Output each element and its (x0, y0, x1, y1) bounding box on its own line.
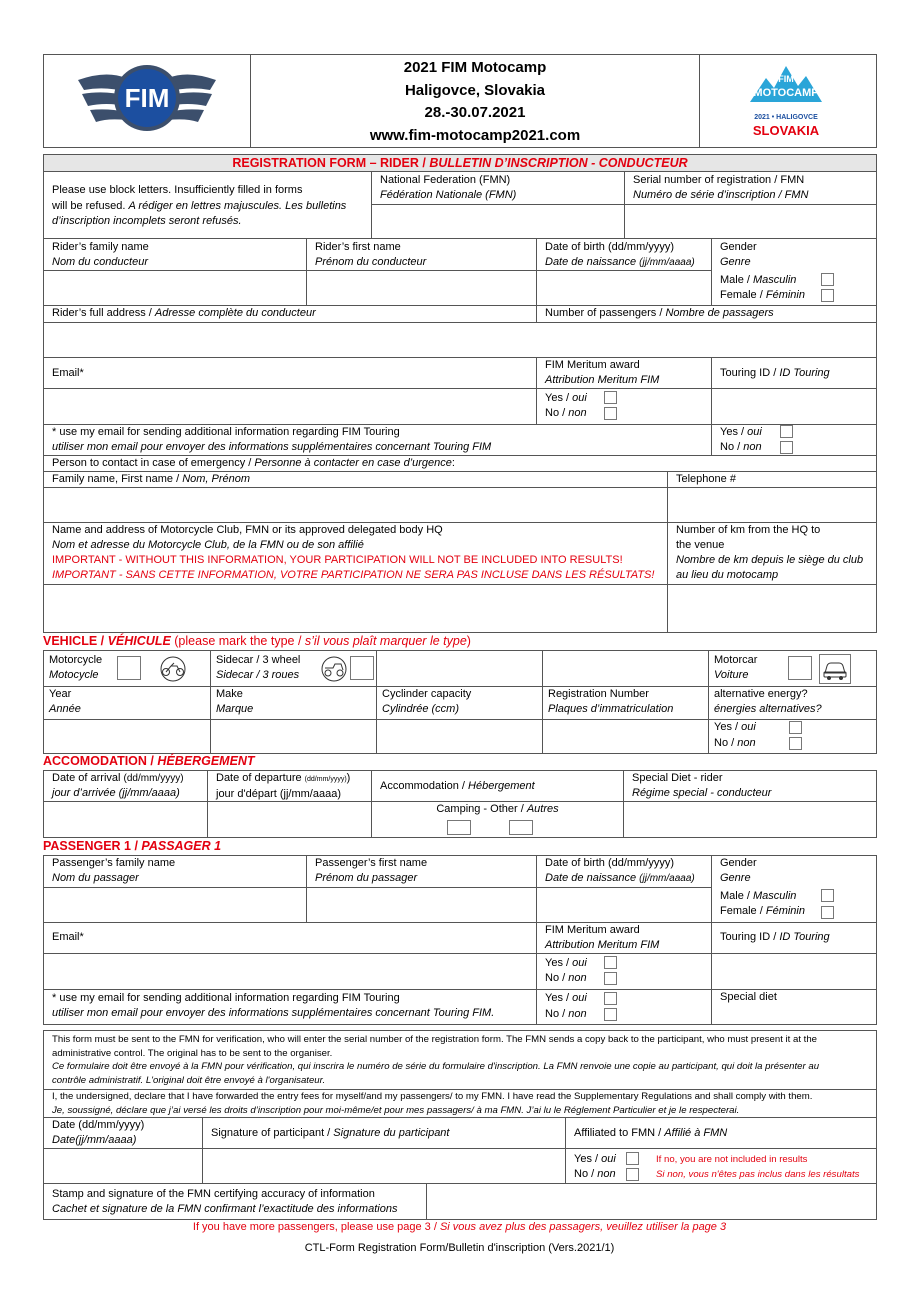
if-no-warning: If no, you are not included in results Si non, vous n'êtes pas inclus dans les résultats (656, 1154, 860, 1180)
year-label: Year Année (49, 688, 81, 715)
svg-text:FIM: FIM (778, 74, 794, 84)
touring-id-label: Touring ID / ID Touring (720, 367, 830, 379)
passenger-meritum-no-checkbox[interactable] (604, 972, 617, 985)
passenger-touring-label: Touring ID / ID Touring (720, 931, 830, 943)
emergency-title: Person to contact in case of emergency / Personne à contacter en case d’urgence: (52, 457, 455, 469)
email-label: Email* (52, 367, 84, 379)
stamp-label: Stamp and signature of the FMN certifying accuracy of information Cachet et signature de la FMN confirmant l’exactitude des informations (52, 1188, 398, 1215)
fim-logo (76, 60, 218, 136)
svg-text:MOTOCAMP: MOTOCAMP (753, 87, 819, 99)
rider-dob-label: Date of birth (dd/mm/yyyy) Date de naissance (jj/mm/aaaa) (545, 241, 695, 268)
passenger-email-label: Email* (52, 931, 84, 943)
rider-family-field[interactable] (44, 271, 306, 305)
alt-yes-checkbox[interactable] (789, 721, 802, 734)
sidecar-label: Sidecar / 3 wheel Sidecar / 3 roues (216, 654, 301, 681)
sidecar-checkbox[interactable] (350, 656, 374, 680)
passenger-meritum-no-label: No / non (545, 972, 587, 984)
affiliated-no-label: No / non (574, 1168, 616, 1180)
more-passengers-note: If you have more passengers, please use page 3 / Si vous avez plus des passagers, veuillez utiliser la page 3 (192, 1221, 727, 1233)
email-field[interactable] (44, 389, 536, 424)
camping-checkbox[interactable] (447, 820, 471, 835)
arrival-label: Date of arrival (dd/mm/yyyy) jour d’arrivée (jj/mm/aaaa) (52, 772, 184, 799)
consent-yes-label: Yes / oui (720, 426, 762, 438)
capacity-label: Cyclinder capacity Cylindrée (ccm) (382, 688, 472, 715)
passenger-consent-text: * use my email for sending additional information regarding FIM Touring utiliser mon email pour envoyer des informations supplémentaires concernant Touring FIM. (52, 992, 495, 1019)
departure-field[interactable] (208, 802, 371, 837)
passenger-touring-field[interactable] (712, 954, 876, 989)
stamp-field[interactable] (427, 1184, 876, 1219)
diet-field[interactable] (624, 802, 876, 837)
passenger-dob-label: Date of birth (dd/mm/yyyy) Date de naissance (jj/mm/aaaa) (545, 857, 695, 884)
make-field[interactable] (211, 720, 376, 753)
alt-energy-label: alternative energy? énergies alternatives? (714, 688, 822, 715)
accom-title: ACCOMODATION / HÉBERGEMENT (43, 754, 255, 768)
passenger-consent-yes-label: Yes / oui (545, 992, 587, 1004)
form-title: REGISTRATION FORM – RIDER / BULLETIN D’INSCRIPTION - CONDUCTEUR (232, 156, 688, 170)
departure-label: Date of departure (dd/mm/yyyy)) jour d'départ (jj/mm/aaaa) (216, 772, 351, 800)
passenger-special-diet-label: Special diet (720, 991, 777, 1003)
event-title: 2021 FIM Motocamp (403, 59, 547, 76)
club-field[interactable] (44, 585, 667, 632)
form-id: CTL-Form Registration Form/Bulletin d'inscription (Vers.2021/1) (304, 1242, 615, 1254)
date-label: Date (dd/mm/yyyy) Date(jj/mm/aaaa) (52, 1119, 145, 1146)
address-field[interactable] (44, 323, 876, 357)
alt-no-label: No / non (714, 737, 756, 749)
accommodation-label: Accommodation / Hébergement (380, 780, 535, 792)
emergency-phone-field[interactable] (668, 488, 876, 522)
event-location: Haligovce, Slovakia (404, 81, 546, 99)
affiliated-yes-checkbox[interactable] (626, 1152, 639, 1165)
event-dates: 28.-30.07.2021 (424, 104, 526, 121)
intro-text: Please use block letters. Insufficiently filled in forms will be refused. A rédiger en lettres majuscules. Les bulletins d’inscription incomplets seront refusés. (52, 184, 347, 227)
capacity-field[interactable] (377, 720, 542, 753)
signature-field[interactable] (203, 1149, 565, 1183)
passenger-meritum-yes-checkbox[interactable] (604, 956, 617, 969)
passenger-consent-no-label: No / non (545, 1008, 587, 1020)
rider-first-label: Rider’s first name Prénom du conducteur (315, 241, 427, 268)
other-checkbox[interactable] (509, 820, 533, 835)
emergency-name-field[interactable] (44, 488, 667, 522)
consent-no-checkbox[interactable] (780, 441, 793, 454)
event-website[interactable]: www.fim-motocamp2021.com (369, 126, 581, 144)
motorcycle-checkbox[interactable] (117, 656, 141, 680)
motorcar-checkbox[interactable] (788, 656, 812, 680)
motocamp-logo: FIM MOTOCAMP 2021 • HALIGOVCE SLOVAKIA (740, 60, 832, 142)
serial-label: Serial number of registration / FMN Numéro de série d’inscription / FMN (633, 174, 809, 201)
vehicle-title: VEHICLE / VÉHICULE (please mark the type / s’il vous plaît marquer le type) (43, 634, 471, 648)
legal-text: This form must be sent to the FMN for verification, who will enter the serial number of the registration form. The FMN sends a copy back to the participant, who must present it at the administrative control. The original has to be sent to the organiser. Ce formulaire doit être envoyé à la FMN pour vérification, qui inscrira le numéro de série du formulaire d'inscription. La FMN renvoie une copie au participant, qui doit la présenter au contrôle administratif. L'original doit être envoyé à l'organisateur. (52, 1034, 820, 1086)
emergency-name-label: Family name, First name / Nom, Prénom (52, 473, 251, 485)
meritum-no-label: No / non (545, 407, 587, 419)
touring-id-field[interactable] (712, 389, 876, 424)
meritum-label: FIM Meritum award Attribution Meritum FIM (545, 359, 660, 386)
passenger-female-checkbox[interactable] (821, 906, 834, 919)
alt-yes-label: Yes / oui (714, 721, 756, 733)
email-consent-text: * use my email for sending additional information regarding FIM Touring utiliser mon email pour envoyer des informations supplémentaires concernant Touring FIM (52, 426, 492, 453)
meritum-yes-checkbox[interactable] (604, 391, 617, 404)
address-label: Rider’s full address / Adresse complète du conducteur (52, 307, 316, 319)
emergency-phone-label: Telephone # (676, 473, 736, 485)
signature-label: Signature of participant / Signature du participant (211, 1127, 450, 1139)
consent-no-label: No / non (720, 441, 762, 453)
declaration-text: I, the undersigned, declare that I have forwarded the entry fees for myself/and my passengers/ to my FMN. I have read the Supplementary Regulations and shall comply with them. Je, soussigné, déclare que j’ai versé les droits d’inscription pour moi-même/et pour mes passagers/ à ma FMN. J’ai lu le Réglement Particulier et je le respecterai. (52, 1091, 813, 1116)
arrival-field[interactable] (44, 802, 207, 837)
rider-gender-label: Gender Genre (720, 241, 757, 268)
motorcycle-icon (158, 656, 188, 682)
passenger-meritum-label: FIM Meritum award Attribution Meritum FIM (545, 924, 660, 951)
serial-field[interactable] (625, 205, 876, 238)
fmn-field[interactable] (372, 205, 624, 238)
rider-male-label: Male / Masculin (720, 274, 797, 286)
passenger-title: PASSENGER 1 / PASSAGER 1 (43, 839, 222, 853)
rider-first-field[interactable] (307, 271, 536, 305)
km-field[interactable] (668, 585, 876, 632)
fim-logo-text: FIM (124, 83, 170, 113)
passenger-male-label: Male / Masculin (720, 890, 797, 902)
rider-dob-field[interactable] (537, 271, 711, 305)
passenger-female-label: Female / Féminin (720, 905, 805, 917)
rider-family-label: Rider’s family name Nom du conducteur (52, 241, 149, 268)
passenger-consent-yes-checkbox[interactable] (604, 992, 617, 1005)
year-field[interactable] (44, 720, 210, 753)
affiliated-yes-label: Yes / oui (574, 1153, 616, 1165)
passenger-family-label: Passenger’s family name Nom du passager (52, 857, 176, 884)
make-label: Make Marque (216, 688, 254, 715)
passenger-first-label: Passenger’s first name Prénom du passager (315, 857, 428, 884)
club-label: Name and address of Motorcycle Club, FMN or its approved delegated body HQ Nom et adresse du Motorcycle Club, de la FMN ou de son affilié IMPORTANT - WITHOUT THIS INFORMATION, YOUR PARTICIPATION WILL NOT BE INCLUDED INTO RESULTS! IMPORTANT - SANS CETTE INFORMATION, VOTRE PARTICIPATION NE SERA PAS INCLUSE DANS LES RÉSULTATS! (52, 524, 655, 581)
rider-female-checkbox[interactable] (821, 289, 834, 302)
date-field[interactable] (44, 1149, 202, 1183)
meritum-no-checkbox[interactable] (604, 407, 617, 420)
passenger-male-checkbox[interactable] (821, 889, 834, 902)
affiliated-label: Affiliated to FMN / Affilié à FMN (574, 1127, 728, 1139)
registration-label: Registration Number Plaques d’immatriculation (548, 688, 674, 715)
fmn-label: National Federation (FMN) Fédération Nationale (FMN) (380, 174, 517, 201)
passenger-meritum-yes-label: Yes / oui (545, 957, 587, 969)
motorcycle-label: Motorcycle Motocycle (49, 654, 103, 681)
meritum-yes-label: Yes / oui (545, 392, 587, 404)
passenger-family-field[interactable] (44, 888, 306, 922)
motorcar-label: Motorcar Voiture (714, 654, 758, 681)
camping-label: Camping - Other / Autres (436, 803, 559, 815)
diet-label: Special Diet - rider Régime special - conducteur (632, 772, 772, 799)
affiliated-no-checkbox[interactable] (626, 1168, 639, 1181)
car-icon (819, 654, 851, 684)
rider-female-label: Female / Féminin (720, 289, 805, 301)
km-label: Number of km from the HQ to the venue Nombre de km depuis le siège du club au lieu du motocamp (676, 524, 864, 581)
passenger-dob-field[interactable] (537, 888, 711, 922)
registration-field[interactable] (543, 720, 708, 753)
alt-no-checkbox[interactable] (789, 737, 802, 750)
passenger-first-field[interactable] (307, 888, 536, 922)
passenger-consent-no-checkbox[interactable] (604, 1008, 617, 1021)
passenger-email-field[interactable] (44, 954, 536, 989)
sidecar-icon (319, 656, 349, 682)
rider-male-checkbox[interactable] (821, 273, 834, 286)
consent-yes-checkbox[interactable] (780, 425, 793, 438)
passenger-gender-label: Gender Genre (720, 857, 757, 884)
passengers-label: Number of passengers / Nombre de passagers (545, 307, 774, 319)
